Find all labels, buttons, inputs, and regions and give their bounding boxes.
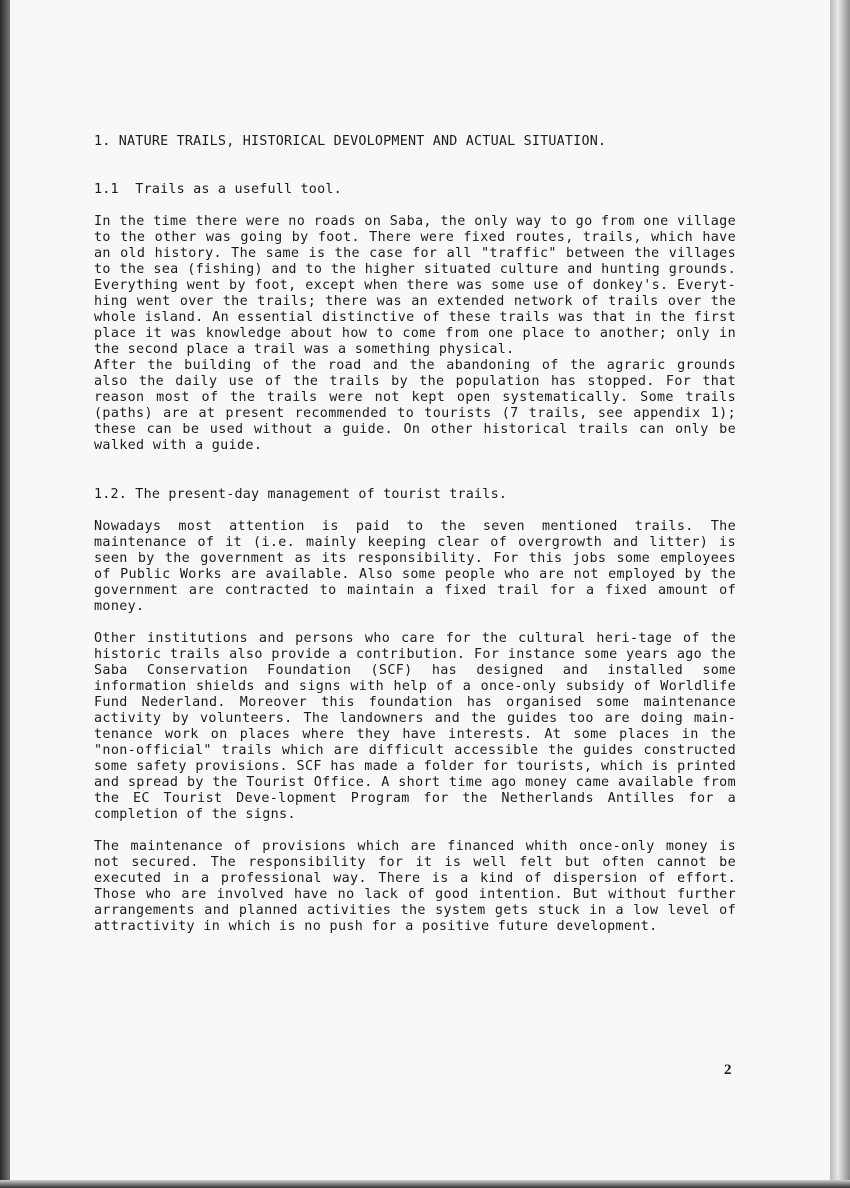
paragraph: Nowadays most attention is paid to the seven mentioned trails. The maintenance of it (i.e. mainly keeping clear of overgrowth and litter) is seen by the government as its responsibility. For this jobs some employees of Public Works are available. Also some people who are not employed by the government are contracted to maintain a fixed trail for a fixed amount of money. <box>94 519 736 614</box>
chapter-heading: 1. NATURE TRAILS, HISTORICAL DEVOLOPMENT AND ACTUAL SITUATION. <box>94 134 607 149</box>
scan-left-edge <box>0 0 10 1188</box>
paragraph: In the time there were no roads on Saba, the only way to go from one village to the other was going by foot. There were fixed routes, trails, which have an old history. The same is the case for all "traffic" between the villages to the sea (fishing) and to the higher situated culture and hunting grounds. Everything went by foot, except when there was some use of donkey's. Everyt-hing went over the trails; there was an extended network of trails over the whole island. An essential distinctive of these trails was that in the first place it was knowledge about how to come from one place to another; only in the second place a trail was a something physical. <box>94 214 736 357</box>
section-heading-1-1: 1.1 Trails as a usefull tool. <box>94 182 342 197</box>
page-number: 2 <box>724 1062 732 1078</box>
scan-right-edge <box>830 0 850 1188</box>
document-body <box>94 134 736 935</box>
section-heading-1-2: 1.2. The present-day management of tourist trails. <box>94 487 508 502</box>
paragraph: The maintenance of provisions which are financed whith once-only money is not secured. The responsibility for it is well felt but often cannot be executed in a professional way. There is a kind of dispersion of effort. Those who are involved have no lack of good intention. But without further arrangements and planned activities the system gets stuck in a low level of attractivity in which is no push for a positive future development. <box>94 839 736 934</box>
scan-bottom-edge <box>0 1180 850 1188</box>
paragraph: After the building of the road and the abandoning of the agraric grounds also the daily use of the trails by the population has stopped. For that reason most of the trails were not kept open systematically. Some trails (paths) are at present recommended to tourists (7 trails, see appendix 1); these can be used without a guide. On other historical trails can only be walked with a guide. <box>94 358 736 453</box>
paragraph: Other institutions and persons who care for the cultural heri-tage of the historic trails also provide a contribution. For instance some years ago the Saba Conservation Foundation (SCF) has designed and installed some information shields and signs with help of a once-only subsidy of Worldlife Fund Nederland. Moreover this foundation has organised some maintenance activity by volunteers. The landowners and the guides too are doing main-tenance work on places where they have interests. At some places in the "non-official" trails which are difficult accessible the guides constructed some safety provisions. SCF has made a folder for tourists, which is printed and spread by the Tourist Office. A short time ago money came available from the EC Tourist Deve-lopment Program for the Netherlands Antilles for a completion of the signs. <box>94 631 736 822</box>
